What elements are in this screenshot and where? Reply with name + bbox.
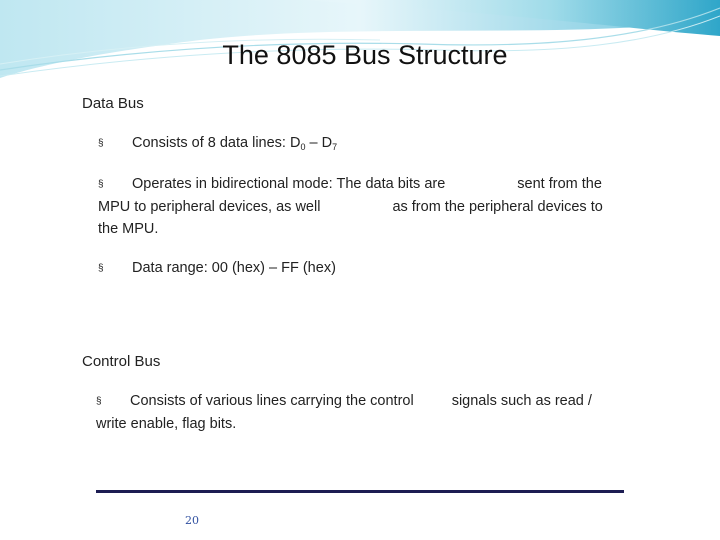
control-line2: write enable, flag bits. bbox=[96, 416, 237, 432]
data-bus-item-bidirectional bbox=[98, 173, 678, 240]
bidirectional-line2a: MPU to peripheral devices, as well bbox=[98, 199, 321, 215]
control-line1b: signals such as read / bbox=[451, 393, 592, 409]
bullet-icon: § bbox=[96, 396, 102, 407]
slide-title: The 8085 Bus Structure bbox=[222, 40, 508, 70]
data-lines-text: Consists of 8 data lines: D bbox=[132, 135, 301, 151]
data-lines-dash: – D bbox=[305, 135, 333, 151]
bidirectional-line1b: sent from the bbox=[517, 176, 602, 192]
control-bus-item bbox=[96, 390, 676, 435]
control-line1a: Consists of various lines carrying the control bbox=[130, 393, 414, 409]
bullet-icon: § bbox=[98, 263, 104, 274]
footer-rule bbox=[96, 490, 624, 493]
data-bus-item-lines bbox=[98, 132, 337, 158]
data-range-text: Data range: 00 (hex) – FF (hex) bbox=[132, 260, 336, 276]
bidirectional-line2b: as from the peripheral devices to bbox=[392, 199, 603, 215]
page-number: 20 bbox=[185, 514, 199, 527]
subscript-d7: 7 bbox=[332, 142, 338, 152]
data-bus-item-range bbox=[98, 257, 336, 280]
bullet-icon: § bbox=[98, 138, 104, 149]
bidirectional-line3: the MPU. bbox=[98, 221, 159, 237]
bidirectional-line1a: Operates in bidirectional mode: The data bits are bbox=[132, 176, 446, 192]
data-bus-heading: Data Bus bbox=[82, 95, 144, 112]
bullet-icon: § bbox=[98, 179, 104, 190]
subscript-d0: 0 bbox=[300, 142, 306, 152]
control-bus-heading: Control Bus bbox=[82, 353, 161, 370]
